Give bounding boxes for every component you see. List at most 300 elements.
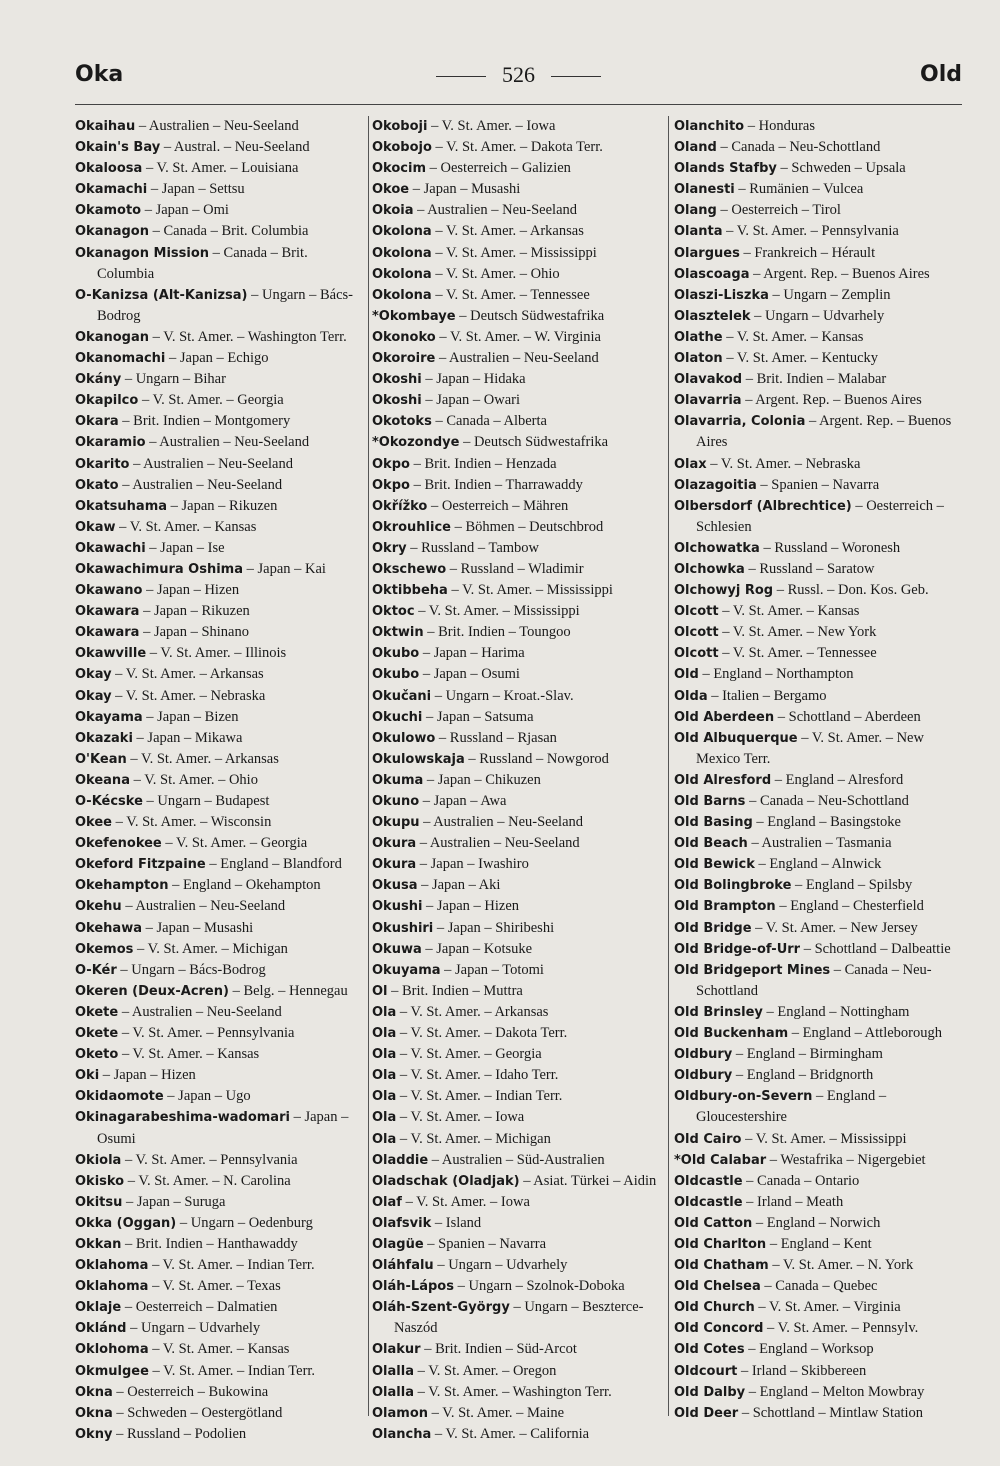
dictionary-entry [75, 1107, 365, 1149]
entry-location: – Japan – Awa [419, 793, 507, 809]
entry-location: – V. St. Amer. – Michigan [396, 1130, 551, 1147]
entry-location: – Ungarn – Oedenburg [176, 1214, 313, 1231]
entry-term: Ola [372, 1110, 397, 1126]
entry-location: – V. St. Amer. – Kansas [115, 518, 257, 535]
entry-location: – Australien – Neu-Seeland [121, 898, 286, 915]
dictionary-entry [75, 454, 365, 475]
entry-term: Okawara [75, 604, 140, 620]
entry-location: – Oesterreich – Dalmatien [121, 1299, 278, 1316]
entry-location: – Oesterreich – Galizien [426, 160, 571, 177]
entry-term: Okee [75, 815, 112, 831]
entry-term: Oldcastle [674, 1173, 743, 1189]
entry-location: – Ungarn – Bács-Bodrog [97, 286, 354, 324]
entry-term: Okamachi [75, 182, 148, 198]
dictionary-entry [372, 454, 662, 475]
entry-term: Okobojo [372, 140, 432, 156]
dictionary-entry [372, 221, 662, 242]
dictionary-entry [372, 1171, 662, 1192]
entry-location: – Australien – Neu-Seeland [135, 118, 299, 134]
dictionary-entry [372, 327, 662, 348]
entry-location: – Japan – Aki [417, 877, 501, 894]
entry-term: Okupu [372, 815, 420, 831]
entry-term: *Okombaye [372, 308, 456, 324]
entry-term: Oladdie [372, 1152, 429, 1168]
entry-term: Old [674, 667, 699, 683]
entry-term: Okoshi [372, 372, 422, 388]
entry-term: Okarito [75, 456, 130, 472]
entry-term: Okulowo [372, 730, 436, 746]
entry-location: – Irland – Skibbereen [737, 1362, 867, 1379]
dictionary-entry [674, 791, 964, 812]
entry-location: – Japan – Shiribeshi [433, 919, 555, 936]
entry-location: – Brit. Indien – Malabar [742, 371, 887, 388]
entry-location: – Canada – Neu-Schottland [696, 961, 932, 999]
entry-term: Olavakod [674, 372, 743, 388]
entry-location: – England – Norwich [752, 1214, 881, 1231]
entry-location: – Japan – Bizen [142, 708, 239, 725]
dictionary-entry [674, 200, 964, 221]
dictionary-entry [372, 475, 662, 496]
dictionary-entry [372, 875, 662, 896]
entry-term: Oldbury-on-Severn [674, 1089, 813, 1105]
entry-term: Okaw [75, 519, 116, 535]
dictionary-entry [674, 580, 964, 601]
entry-term: Old Alresford [674, 772, 772, 788]
dictionary-entry [372, 622, 662, 643]
entry-term: Okato [75, 477, 119, 493]
dictionary-entry [372, 411, 662, 432]
entry-term: Old Concord [674, 1321, 764, 1337]
entry-location: – Austral. – Neu-Seeland [160, 139, 310, 156]
dictionary-entry [372, 517, 662, 538]
entry-location: – V. St. Amer. – Pennsylvania [722, 223, 899, 240]
dictionary-entry [372, 306, 662, 327]
entry-term: Oláh-Lápos [372, 1279, 454, 1295]
dictionary-entry [674, 833, 964, 854]
entry-term: Olasztelek [674, 308, 751, 324]
entry-term: Okna [75, 1405, 113, 1421]
entry-location: – V. St. Amer. – Maine [428, 1404, 565, 1421]
dictionary-entry [75, 939, 365, 960]
entry-term: *Old Calabar [674, 1152, 767, 1168]
entry-term: Okuyama [372, 962, 441, 978]
dictionary-entry [75, 960, 365, 981]
entry-term: Okuchi [372, 709, 423, 725]
entry-location: – V. St. Amer. – Pennsylvania [118, 1025, 295, 1042]
entry-location: – Ungarn – Kroat.-Slav. [431, 687, 574, 704]
entry-term: Okayama [75, 709, 143, 725]
entry-location: – V. St. Amer. – Pennsylv. [763, 1320, 919, 1337]
entry-location: – Asiat. Türkei – Aidin [519, 1172, 657, 1189]
entry-term: Okura [372, 857, 417, 873]
entry-term: Olchowka [674, 561, 745, 577]
entry-term: Okawara [75, 625, 140, 641]
dictionary-entry [372, 538, 662, 559]
dictionary-entry [674, 1023, 964, 1044]
entry-term: Ola [372, 1004, 397, 1020]
entry-location: – Japan – Hizen [142, 582, 240, 599]
entry-location: – Deutsch Südwestafrika [459, 434, 609, 451]
entry-term: Oldbury [674, 1068, 733, 1084]
entry-term: Oláh-Szent-György [372, 1300, 510, 1316]
entry-location: – Westafrika – Nigergebiet [766, 1151, 926, 1168]
dictionary-entry [75, 1171, 365, 1192]
dictionary-entry [75, 538, 365, 559]
dictionary-entry [372, 1192, 662, 1213]
entry-term: Olaf [372, 1194, 402, 1210]
entry-term: Olargues [674, 245, 740, 261]
entry-term: Okulowskaja [372, 751, 465, 767]
dictionary-entry [75, 221, 365, 242]
entry-location: – Ungarn – Udvarhely [750, 307, 885, 324]
entry-location: – V. St. Amer. – Illinois [146, 645, 287, 662]
dictionary-entry [372, 348, 662, 369]
dictionary-entry [674, 264, 964, 285]
dictionary-entry [372, 1424, 662, 1445]
dictionary-entry [372, 1213, 662, 1234]
entry-location: – Belg. – Hennegau [228, 982, 348, 999]
entry-term: Old Church [674, 1300, 755, 1316]
dictionary-entry [372, 707, 662, 728]
entry-term: Okpo [372, 456, 410, 472]
entry-term: Oketo [75, 1047, 119, 1063]
entry-location: – Japan – Kai [243, 560, 326, 577]
dictionary-entry [75, 411, 365, 432]
entry-location: – V. St. Amer. – Arkansas [111, 666, 264, 683]
entry-term: Ola [372, 1131, 397, 1147]
entry-location: – Japan – Chikuzen [423, 771, 541, 788]
entry-term: Okny [75, 1426, 113, 1442]
entry-location: – Japan – Osumi [97, 1109, 349, 1147]
entry-location: – V. St. Amer. – Pennsylvania [121, 1151, 298, 1168]
dictionary-entry [75, 1086, 365, 1107]
dictionary-entry [674, 306, 964, 327]
entry-location: – Australien – Neu-Seeland [413, 202, 578, 219]
entry-location: – Japan – Musashi [409, 181, 521, 198]
entry-location: – Russland – Tambow [406, 539, 540, 556]
entry-location: – V. St. Amer. – New Jersey [751, 919, 918, 936]
entry-location: – V. St. Amer. – Kansas [118, 1046, 260, 1063]
entry-location: – Russland – Woronesh [759, 539, 901, 556]
dictionary-entry [372, 1065, 662, 1086]
entry-location: – V. St. Amer. – Mississippi [741, 1130, 907, 1147]
entry-term: Oklahoma [75, 1279, 149, 1295]
entry-term: Olathe [674, 329, 723, 345]
entry-term: Oldcourt [674, 1363, 738, 1379]
dictionary-entry [372, 939, 662, 960]
entry-term: Okushi [372, 899, 423, 915]
entry-term: Okemos [75, 941, 134, 957]
entry-term: Okatsuhama [75, 498, 168, 514]
entry-location: – Irland – Meath [742, 1193, 844, 1210]
entry-term: Olanta [674, 224, 723, 240]
dictionary-entry [674, 1276, 964, 1297]
entry-term: Olda [674, 688, 708, 704]
entry-location: – V. St. Amer. – Washington Terr. [149, 328, 347, 345]
dictionary-entry [674, 158, 964, 179]
entry-location: – Russland – Rjasan [435, 729, 557, 746]
entry-location: – V. St. Amer. – N. Carolina [124, 1172, 291, 1189]
dictionary-entry [674, 1044, 964, 1065]
entry-term: Okehu [75, 899, 122, 915]
dictionary-entry [372, 1255, 662, 1276]
dictionary-entry [674, 116, 964, 137]
entry-term: Okuwa [372, 941, 422, 957]
dictionary-entry [674, 896, 964, 917]
entry-location: – V. St. Amer. – Oregon [413, 1362, 557, 1379]
entry-location: – Argent. Rep. – Buenos Aires [696, 413, 952, 451]
dictionary-entry [674, 728, 964, 770]
entry-term: Okisko [75, 1173, 125, 1189]
entry-term: Okiola [75, 1152, 122, 1168]
entry-location: – Russland – Saratow [744, 560, 875, 577]
entry-term: Okawachi [75, 540, 146, 556]
entry-location: – Australien – Neu-Seeland [419, 814, 584, 831]
dictionary-entry [75, 200, 365, 221]
entry-location: – Japan – Suruga [122, 1193, 226, 1210]
dictionary-entry [75, 1255, 365, 1276]
dictionary-entry [674, 496, 964, 538]
entry-term: Okapilco [75, 393, 139, 409]
entry-location: – Schweden – Upsala [776, 160, 906, 177]
dictionary-entry [372, 1086, 662, 1107]
entry-term: Oklánd [75, 1321, 127, 1337]
entry-location: – Schottland – Aberdeen [774, 708, 921, 725]
entry-location: – Frankreich – Hérault [739, 244, 876, 261]
entry-location: – V. St. Amer. – Georgia [138, 392, 284, 409]
entry-term: Old Bridge [674, 920, 752, 936]
entry-term: Olanchito [674, 119, 745, 134]
entry-term: Olaton [674, 351, 723, 367]
entry-location: – England – Basingstoke [752, 814, 901, 831]
dictionary-entry [75, 854, 365, 875]
dictionary-entry [674, 875, 964, 896]
entry-term: Okaramio [75, 435, 146, 451]
entry-location: – V. St. Amer. – Louisiana [142, 160, 299, 177]
entry-location: – England – Chesterfield [775, 898, 924, 915]
entry-location: – Brit. Indien – Muttra [387, 982, 523, 999]
entry-term: Ola [372, 1026, 397, 1042]
entry-term: Olazagoitia [674, 477, 757, 493]
dictionary-entry [75, 1192, 365, 1213]
dictionary-entry [674, 1318, 964, 1339]
entry-term: Olaszi-Liszka [674, 287, 769, 303]
dictionary-entry [75, 770, 365, 791]
entry-term: Okushiri [372, 920, 434, 936]
header-left-keyword: Oka [75, 62, 124, 87]
dictionary-entry [75, 918, 365, 939]
dictionary-entry [75, 348, 365, 369]
dictionary-entry [75, 686, 365, 707]
dictionary-entry [372, 1023, 662, 1044]
dictionary-entry [372, 918, 662, 939]
entry-location: – Japan – Totomi [440, 961, 544, 978]
entry-term: Okna [75, 1384, 113, 1400]
entry-term: Okmulgee [75, 1363, 149, 1379]
dictionary-entry [75, 369, 365, 390]
entry-term: Okoshi [372, 393, 422, 409]
entry-term: Olanesti [674, 182, 735, 198]
entry-term: Old Bridge-of-Urr [674, 941, 801, 957]
entry-location: – V. St. Amer. – Mississippi [414, 603, 580, 620]
dictionary-entry [372, 200, 662, 221]
entry-term: Oktoc [372, 604, 415, 620]
entry-location: – V. St. Amer. – Kentucky [722, 350, 879, 367]
header-dash-right [551, 76, 601, 77]
entry-term: Okschewo [372, 561, 447, 577]
entry-term: Olax [674, 456, 707, 472]
dictionary-entry [674, 243, 964, 264]
entry-term: Old Beach [674, 836, 748, 852]
entry-location: – England – Birmingham [732, 1046, 883, 1063]
entry-location: – Brit. Indien – Henzada [409, 455, 557, 472]
entry-term: Olang [674, 203, 717, 219]
entry-location: – Argent. Rep. – Buenos Aires [741, 392, 922, 409]
entry-location: – Honduras [744, 118, 815, 134]
entry-location: – Ungarn – Beszterce-Naszód [394, 1299, 644, 1337]
dictionary-entry [674, 601, 964, 622]
dictionary-entry [674, 179, 964, 200]
dictionary-entry [75, 580, 365, 601]
entry-term: Oklahoma [75, 1258, 149, 1274]
dictionary-entry [75, 812, 365, 833]
dictionary-entry [674, 854, 964, 875]
dictionary-entry [372, 1339, 662, 1360]
entry-location: – V. St. Amer. – Arkansas [126, 750, 279, 767]
entry-location: – Argent. Rep. – Buenos Aires [749, 265, 930, 282]
entry-term: Olchowyj Rog [674, 583, 774, 599]
dictionary-entry [372, 728, 662, 749]
dictionary-entry [75, 1150, 365, 1171]
dictionary-entry [75, 749, 365, 770]
entry-term: Olcott [674, 604, 719, 620]
dictionary-entry [372, 1044, 662, 1065]
entry-term: Old Chelsea [674, 1279, 761, 1295]
dictionary-entry [674, 1171, 964, 1192]
entry-location: – V. St. Amer. – Indian Terr. [148, 1362, 316, 1379]
dictionary-entry [372, 643, 662, 664]
dictionary-entry [674, 643, 964, 664]
entry-location: – England – Blandford [205, 856, 342, 873]
entry-term: Oland [674, 140, 717, 156]
dictionary-entry [372, 285, 662, 306]
dictionary-entry [372, 158, 662, 179]
dictionary-entry [674, 770, 964, 791]
entry-term: Okehampton [75, 878, 169, 894]
entry-location: – Japan – Musashi [141, 919, 254, 936]
dictionary-entry [75, 327, 365, 348]
entry-term: Okete [75, 1026, 119, 1042]
dictionary-entry [75, 496, 365, 517]
entry-location: – Canada – Quebec [760, 1278, 878, 1295]
dictionary-entry [75, 1234, 365, 1255]
entry-location: – Japan – Ise [145, 539, 225, 556]
dictionary-entry [372, 243, 662, 264]
dictionary-entry [372, 559, 662, 580]
entry-term: Okidaomote [75, 1089, 164, 1105]
dictionary-entry [674, 475, 964, 496]
dictionary-entry [372, 749, 662, 770]
entry-location: – England – Okehampton [168, 877, 321, 894]
entry-term: Okoboji [372, 119, 428, 134]
dictionary-entry [75, 981, 365, 1002]
entry-term: Olchowatka [674, 540, 760, 556]
dictionary-entry [75, 1044, 365, 1065]
entry-location: – Japan – Hidaka [421, 371, 526, 388]
dictionary-entry [75, 390, 365, 411]
header-center [75, 62, 962, 88]
entry-location: – Deutsch Südwestafrika [455, 307, 605, 324]
dictionary-entry [674, 411, 964, 453]
entry-term: Okay [75, 688, 112, 704]
entry-term: Old Bewick [674, 857, 755, 873]
dictionary-entry [674, 1065, 964, 1086]
entry-location: – England – Gloucestershire [696, 1088, 887, 1126]
column-1 [75, 116, 365, 1445]
entry-term: Okete [75, 1004, 119, 1020]
dictionary-entry [75, 622, 365, 643]
dictionary-entry [674, 1297, 964, 1318]
entry-term: Ola [372, 1068, 397, 1084]
dictionary-entry [674, 538, 964, 559]
dictionary-entry [674, 137, 964, 158]
entry-term: Okolona [372, 287, 432, 303]
entry-location: – England – Nottingham [762, 1003, 910, 1020]
entry-term: Old Cotes [674, 1342, 745, 1358]
entry-location: – Japan – Hizen [99, 1067, 196, 1084]
entry-location: – Russland – Wladimir [446, 560, 584, 577]
entry-term: Okuma [372, 772, 424, 788]
dictionary-entry [372, 601, 662, 622]
entry-term: Okoe [372, 182, 410, 198]
entry-location: – Australien – Süd-Australien [428, 1151, 605, 1168]
dictionary-entry [372, 116, 662, 137]
entry-location: – England – Northampton [698, 666, 854, 683]
entry-location: – Brit. Indien – Montgomery [118, 413, 291, 430]
entry-term: Okubo [372, 667, 420, 683]
entry-term: Okanogan [75, 329, 149, 345]
dictionary-entry [372, 1403, 662, 1424]
entry-term: Okawano [75, 583, 143, 599]
dictionary-entry [372, 390, 662, 411]
dictionary-entry [372, 812, 662, 833]
entry-term: Olancha [372, 1426, 432, 1442]
entry-location: – V. St. Amer. – Wisconsin [111, 814, 272, 831]
entry-term: Old Charlton [674, 1236, 767, 1252]
entry-location: – Brit. Indien – Süd-Arcot [420, 1341, 577, 1358]
entry-term: Okehawa [75, 920, 142, 936]
dictionary-entry [674, 1086, 964, 1128]
dictionary-entry [674, 285, 964, 306]
entry-location: – Japan – Kotsuke [421, 940, 533, 957]
entry-term: Okkan [75, 1236, 122, 1252]
entry-term: Old Brampton [674, 899, 776, 915]
entry-location: – V. St. Amer. – New York [718, 624, 877, 641]
entry-term: Okanomachi [75, 351, 166, 367]
dictionary-entry [674, 1403, 964, 1424]
dictionary-entry [674, 369, 964, 390]
entry-location: – Canada – Brit. Columbia [97, 244, 308, 282]
entry-location: – V. St. Amer. – Arkansas [431, 223, 584, 240]
entry-term: Okain's Bay [75, 140, 161, 156]
entry-location: – V. St. Amer. – W. Virginia [435, 328, 601, 345]
dictionary-entry [75, 1403, 365, 1424]
entry-location: – V. St. Amer. – Tennessee [718, 645, 877, 662]
entry-location: – Russland – Podolien [112, 1425, 247, 1442]
entry-location: – V. St. Amer. – Ohio [431, 265, 560, 282]
entry-term: Olalla [372, 1363, 414, 1379]
entry-term: Old Brinsley [674, 1004, 763, 1020]
